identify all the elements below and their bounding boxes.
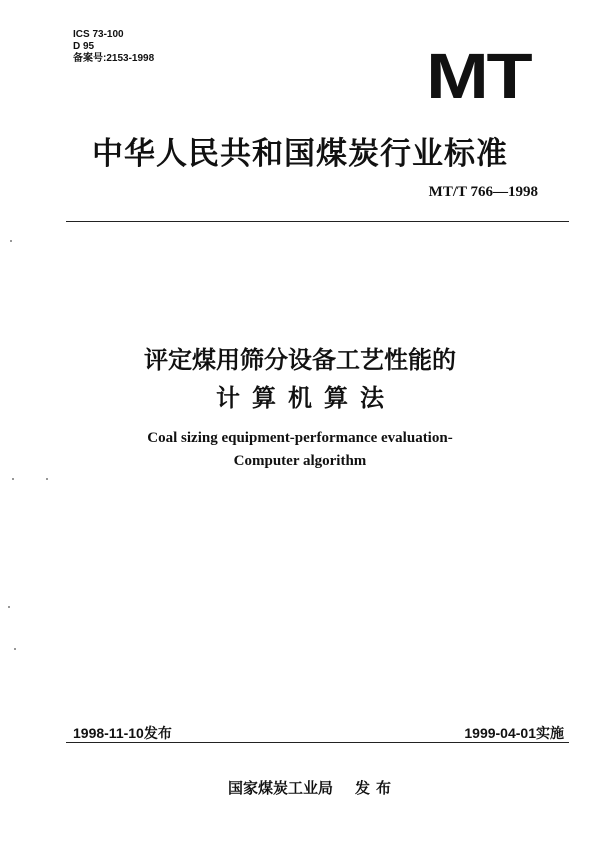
chinese-title-line-1: 评定煤用筛分设备工艺性能的 [144, 346, 456, 374]
issue-date: 1998-11-10发布 [73, 725, 172, 741]
record-number: 备案号:2153-1998 [73, 53, 155, 64]
classification-block [73, 29, 154, 65]
scan-speck [46, 478, 48, 480]
standard-category-title: 中华人民共和国煤炭行业标准 [92, 136, 508, 172]
ics-code: ICS 73-100 [73, 29, 124, 40]
scan-speck [10, 240, 12, 242]
bottom-divider [66, 742, 569, 743]
english-title-line-2: Computer algorithm [233, 453, 367, 469]
english-title-line-1: Coal sizing equipment-performance evaluation- [147, 430, 453, 446]
publisher-line [228, 777, 397, 798]
publisher-verb: 发布 [355, 779, 398, 797]
chinese-title-line-2: 计算机算法 [216, 384, 396, 412]
scan-speck [8, 606, 10, 608]
implementation-date: 1999-04-01实施 [464, 725, 564, 741]
scan-speck [14, 648, 16, 650]
top-divider [66, 221, 569, 222]
publisher-name: 国家煤炭工业局 [228, 779, 334, 797]
scan-speck [12, 478, 14, 480]
mt-logo: MT [426, 40, 531, 112]
standard-number: MT/T 766—1998 [428, 184, 538, 200]
ccs-code: D 95 [73, 41, 95, 52]
